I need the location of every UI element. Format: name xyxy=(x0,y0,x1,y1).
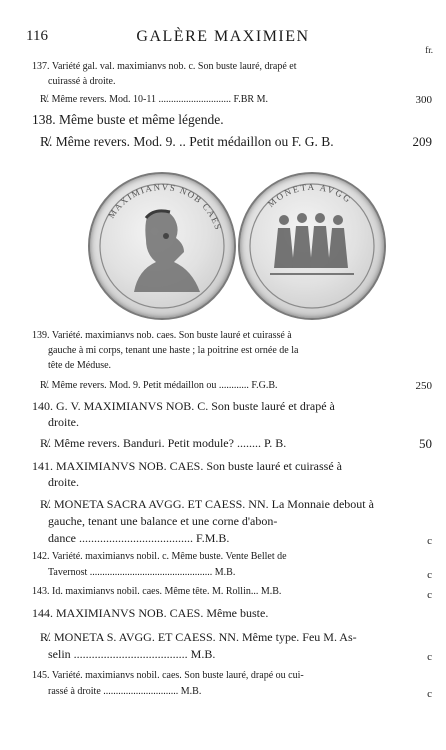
reverse-line: R̸. Même revers. Mod. 9. .. Petit médaillon ou F. G. B. xyxy=(40,134,334,149)
coin-legend-obverse: MAXIMIANVS NOB CAES xyxy=(106,181,224,232)
reverse-line: R̸. Même revers. Banduri. Petit module? ........ P. B. xyxy=(40,436,287,450)
running-title: GALÈRE MAXIMIEN xyxy=(136,28,310,45)
page-number: 116 xyxy=(26,28,48,44)
price: 300 xyxy=(415,94,432,106)
reverse-line: R̸. Même revers. Mod. 10-11 ............................. F.BR M. xyxy=(40,94,268,105)
reverse-line: R̸. MONETA S. AVGG. ET CAESS. NN. Même type. Feu M. As- xyxy=(40,630,357,644)
reverse-line-cont: dance ...................................... F.M.B. xyxy=(48,531,230,545)
svg-text:MONETA AVGG xyxy=(266,182,354,209)
entry-heading: 138. Même buste et même légende. xyxy=(32,112,224,127)
price: c xyxy=(427,569,432,581)
reverse-line-cont: selin ...................................... M.B. xyxy=(48,647,216,661)
entry-number: 137. xyxy=(32,61,50,72)
price: c xyxy=(427,651,432,663)
entry-description-cont: tête de Méduse. xyxy=(48,360,112,371)
reverse-line: R̸. Même revers. Mod. 9. Petit médaillon ou ............ F.G.B. xyxy=(40,380,278,391)
entry-description-cont: cuirassé à droite. xyxy=(48,76,116,87)
reverse-line-cont: gauche, tenant une balance et une corne d'abon- xyxy=(48,514,278,528)
entry-description-cont: rassé à droite .............................. M.B. xyxy=(48,686,202,697)
entry-number: 139. xyxy=(32,330,50,341)
standing-figures-icon xyxy=(240,174,384,318)
entry-description-cont: droite. xyxy=(48,415,79,429)
price: 50 xyxy=(419,436,432,451)
price: c xyxy=(427,688,432,700)
reverse-line: R̸. MONETA SACRA AVGG. ET CAESS. NN. La Monnaie debout à xyxy=(40,497,374,511)
coin-reverse-image xyxy=(238,172,386,320)
entry-description-cont: Tavernost ................................................. M.B. xyxy=(48,567,236,578)
entry-description: 143. Id. maximianvs nobil. caes. Même tête. M. Rollin... M.B. xyxy=(32,586,282,597)
price: 209 xyxy=(412,134,432,149)
entry-description: 140. G. V. MAXIMIANVS NOB. C. Son buste lauré et drapé à xyxy=(32,399,335,413)
coin-legend-reverse: MONETA AVGG xyxy=(265,181,354,209)
entry-description-cont: droite. xyxy=(48,475,79,489)
coin-obverse-image xyxy=(88,172,236,320)
price: c xyxy=(427,589,432,601)
entry-description-cont: gauche à mi corps, tenant une haste ; la poitrine est ornée de la xyxy=(48,345,299,356)
bust-icon xyxy=(90,174,234,318)
price: 250 xyxy=(415,380,432,392)
entry-description: 142. Variété. maximianvs nobil. c. Même buste. Vente Bellet de xyxy=(32,551,287,562)
entry-heading: 144. MAXIMIANVS NOB. CAES. Même buste. xyxy=(32,606,269,620)
entry-description: 141. MAXIMIANVS NOB. CAES. Son buste lauré et cuirassé à xyxy=(32,459,342,473)
entry-description: Variété. maximianvs nob. caes. Son buste lauré et cuirassé à xyxy=(51,330,292,341)
currency-note: fr. xyxy=(425,45,433,55)
entry-description: Variété gal. val. maximianvs nob. c. Son buste lauré, drapé et xyxy=(51,61,297,72)
entry-description: 145. Variété. maximianvs nobil. caes. Son buste lauré, drapé ou cui- xyxy=(32,670,304,681)
page-header xyxy=(0,28,446,50)
price: c xyxy=(427,535,432,547)
